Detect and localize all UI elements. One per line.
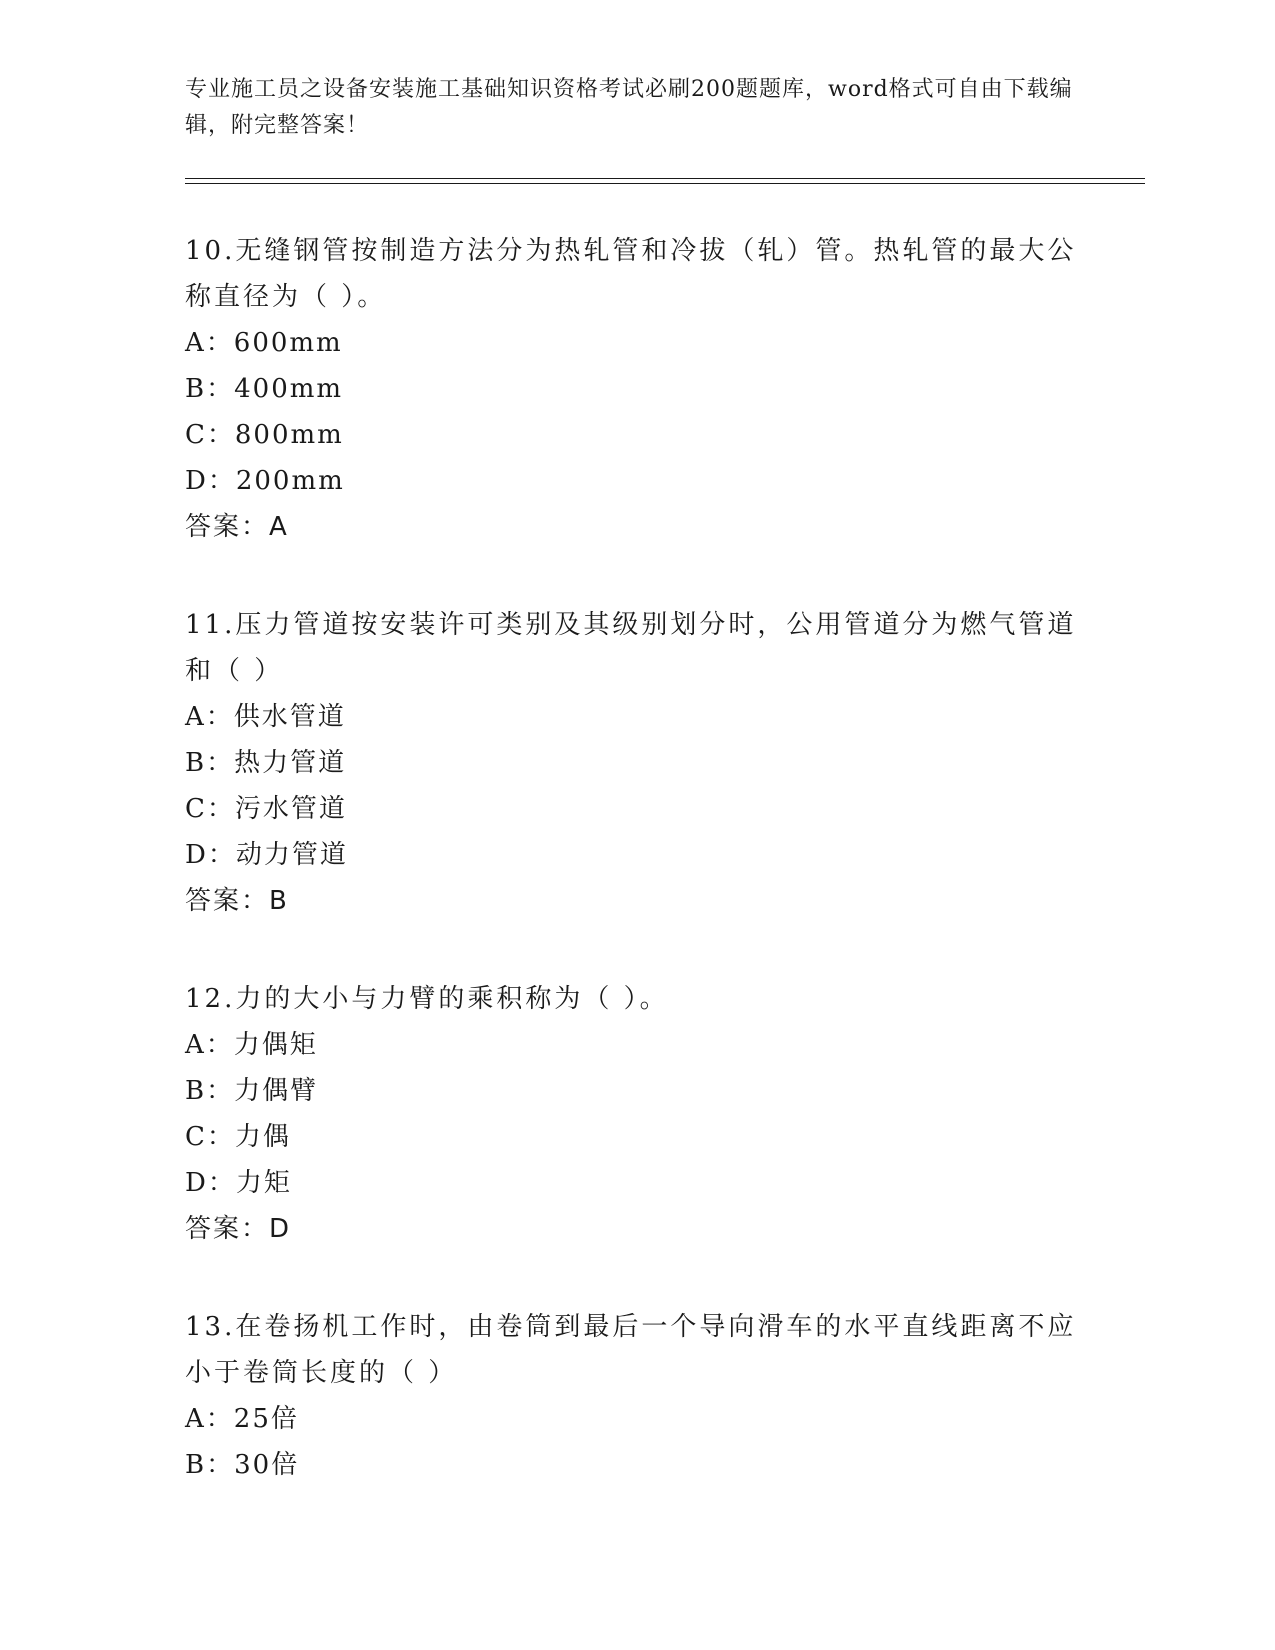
option-c: C：力偶 bbox=[185, 1122, 291, 1152]
question-12 bbox=[185, 976, 1085, 1252]
option-c: C：800mm bbox=[185, 420, 344, 450]
question-11 bbox=[185, 602, 1085, 924]
document-header: 专业施工员之设备安装施工基础知识资格考试必刷200题题库，word格式可自由下载编辑，附完整答案！ bbox=[185, 77, 1073, 138]
header-divider-top bbox=[185, 178, 1145, 179]
option-b: B：30倍 bbox=[185, 1450, 300, 1480]
option-b: B：热力管道 bbox=[185, 748, 347, 778]
question-stem: 11.压力管道按安装许可类别及其级别划分时，公用管道分为燃气管道和（ ） bbox=[185, 610, 1077, 686]
option-d: D：动力管道 bbox=[185, 840, 348, 870]
question-10 bbox=[185, 228, 1085, 550]
answer-line: 答案：A bbox=[185, 512, 289, 542]
option-a: A：力偶矩 bbox=[185, 1030, 318, 1060]
option-d: D：200mm bbox=[185, 466, 345, 496]
option-a: A：25倍 bbox=[185, 1404, 299, 1434]
option-b: B：400mm bbox=[185, 374, 344, 404]
question-stem: 10.无缝钢管按制造方法分为热轧管和冷拔（轧）管。热轧管的最大公称直径为（ ）。 bbox=[185, 236, 1077, 312]
option-a: A：供水管道 bbox=[185, 702, 346, 732]
option-b: B：力偶臂 bbox=[185, 1076, 319, 1106]
option-c: C：污水管道 bbox=[185, 794, 347, 824]
option-a: A：600mm bbox=[185, 328, 343, 358]
question-13 bbox=[185, 1304, 1085, 1488]
question-stem: 12.力的大小与力臂的乘积称为（ ）。 bbox=[185, 984, 669, 1014]
question-stem: 13.在卷扬机工作时，由卷筒到最后一个导向滑车的水平直线距离不应小于卷筒长度的（ ） bbox=[185, 1312, 1077, 1388]
answer-line: 答案：B bbox=[185, 886, 289, 916]
header-divider-bottom bbox=[185, 183, 1145, 184]
answer-line: 答案：D bbox=[185, 1214, 292, 1244]
option-d: D：力矩 bbox=[185, 1168, 292, 1198]
